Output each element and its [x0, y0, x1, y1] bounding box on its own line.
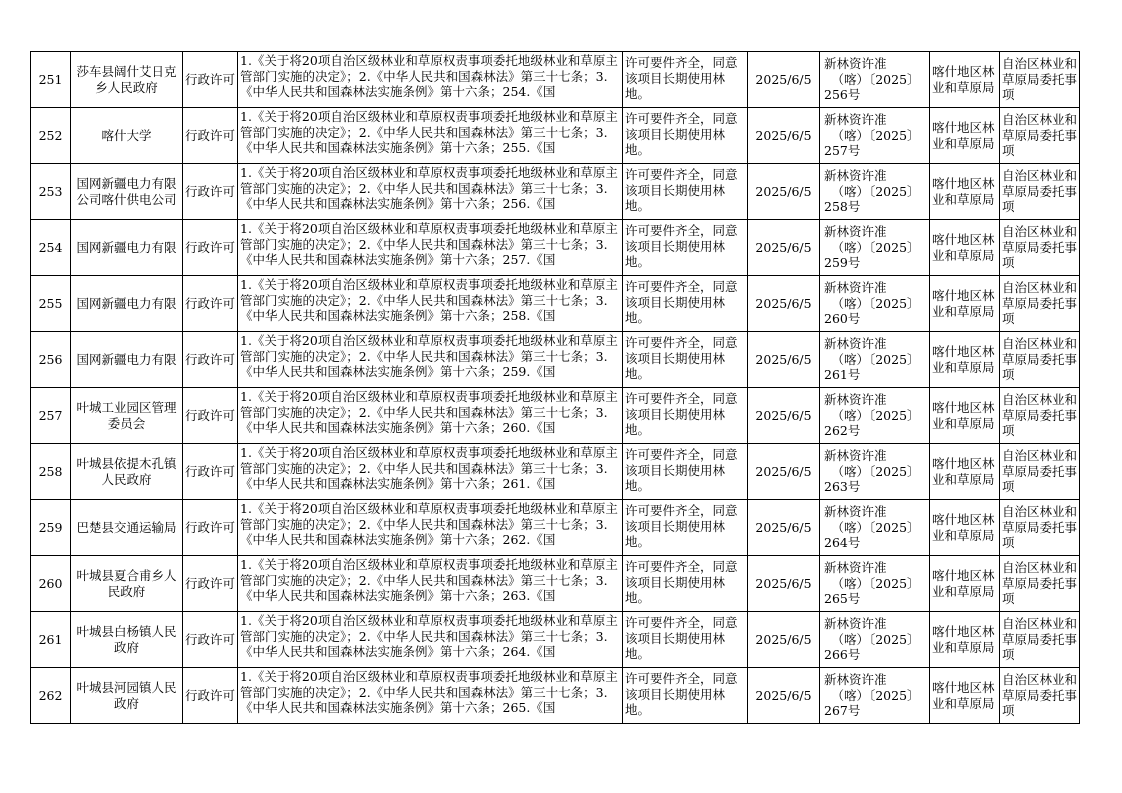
permit-table — [30, 51, 1080, 724]
issuing-authority: 喀什地区林业和草原局 — [930, 276, 1000, 332]
row-number: 251 — [31, 52, 71, 108]
table-row — [31, 276, 1080, 332]
table-row — [31, 444, 1080, 500]
legal-basis — [238, 612, 623, 668]
applicant-name: 叶城县夏合甫乡人民政府 — [71, 556, 183, 612]
row-number: 261 — [31, 612, 71, 668]
legal-basis-text: 1.《关于将20项自治区级林业和草原权责事项委托地级林业和草原主管部门实施的决定》；2.《中华人民共和国森林法》第三十七条；3.《中华人民共和国森林法实施条例》第十六条；261.《国 — [240, 445, 618, 491]
row-number: 259 — [31, 500, 71, 556]
decision-date: 2025/6/5 — [748, 276, 820, 332]
applicant-name: 叶城县河园镇人民政府 — [71, 668, 183, 724]
row-number: 257 — [31, 388, 71, 444]
document-number-year: （喀）〔2025〕 — [831, 687, 920, 703]
document-number — [820, 668, 930, 724]
legal-basis-text: 1.《关于将20项自治区级林业和草原权责事项委托地级林业和草原主管部门实施的决定》；2.《中华人民共和国森林法》第三十七条；3.《中华人民共和国森林法实施条例》第十六条；260.《国 — [240, 389, 618, 435]
legal-basis — [238, 556, 623, 612]
decision-content-text: 许可要件齐全，同意该项目长期使用林地。 — [625, 111, 738, 157]
issuing-authority: 喀什地区林业和草原局 — [930, 332, 1000, 388]
legal-basis — [238, 164, 623, 220]
table-row — [31, 52, 1080, 108]
document-number-year: （喀）〔2025〕 — [831, 575, 920, 591]
row-number: 254 — [31, 220, 71, 276]
applicant-name: 叶城县依提木孔镇人民政府 — [71, 444, 183, 500]
table-row — [31, 556, 1080, 612]
issuing-authority: 喀什地区林业和草原局 — [930, 164, 1000, 220]
applicant-name: 叶城工业园区管理委员会 — [71, 388, 183, 444]
decision-date: 2025/6/5 — [748, 332, 820, 388]
decision-content — [623, 276, 748, 332]
document-number-serial: 258号 — [824, 199, 861, 215]
decision-content-text: 许可要件齐全，同意该项目长期使用林地。 — [625, 335, 738, 381]
legal-basis-text: 1.《关于将20项自治区级林业和草原权责事项委托地级林业和草原主管部门实施的决定》；2.《中华人民共和国森林法》第三十七条；3.《中华人民共和国森林法实施条例》第十六条；262.《国 — [240, 501, 618, 547]
document-number-prefix: 新林资许准 — [824, 504, 887, 520]
table-row — [31, 108, 1080, 164]
issuing-authority: 喀什地区林业和草原局 — [930, 612, 1000, 668]
decision-date: 2025/6/5 — [748, 444, 820, 500]
row-number: 260 — [31, 556, 71, 612]
document-number-prefix: 新林资许准 — [824, 336, 887, 352]
document-number-serial: 259号 — [824, 255, 861, 271]
document-number-year: （喀）〔2025〕 — [831, 295, 920, 311]
applicant-name: 巴楚县交通运输局 — [71, 500, 183, 556]
permit-type: 行政许可 — [183, 108, 238, 164]
issuing-authority: 喀什地区林业和草原局 — [930, 52, 1000, 108]
legal-basis — [238, 276, 623, 332]
row-number: 255 — [31, 276, 71, 332]
legal-basis — [238, 500, 623, 556]
issuing-authority: 喀什地区林业和草原局 — [930, 500, 1000, 556]
legal-basis-text: 1.《关于将20项自治区级林业和草原权责事项委托地级林业和草原主管部门实施的决定》；2.《中华人民共和国森林法》第三十七条；3.《中华人民共和国森林法实施条例》第十六条；264.《国 — [240, 613, 618, 659]
issuing-authority: 喀什地区林业和草原局 — [930, 388, 1000, 444]
legal-basis-text: 1.《关于将20项自治区级林业和草原权责事项委托地级林业和草原主管部门实施的决定》；2.《中华人民共和国森林法》第三十七条；3.《中华人民共和国森林法实施条例》第十六条；265.《国 — [240, 669, 618, 715]
document-number-serial: 256号 — [824, 87, 861, 103]
document-number — [820, 612, 930, 668]
remarks: 自治区林业和草原局委托事项 — [1000, 164, 1080, 220]
document-number-prefix: 新林资许准 — [824, 112, 887, 128]
applicant-name: 叶城县白杨镇人民政府 — [71, 612, 183, 668]
decision-content-text: 许可要件齐全，同意该项目长期使用林地。 — [625, 55, 738, 101]
legal-basis-text: 1.《关于将20项自治区级林业和草原权责事项委托地级林业和草原主管部门实施的决定》；2.《中华人民共和国森林法》第三十七条；3.《中华人民共和国森林法实施条例》第十六条；263.《国 — [240, 557, 618, 603]
permit-type: 行政许可 — [183, 444, 238, 500]
applicant-name: 喀什大学 — [71, 108, 183, 164]
legal-basis-text: 1.《关于将20项自治区级林业和草原权责事项委托地级林业和草原主管部门实施的决定》；2.《中华人民共和国森林法》第三十七条；3.《中华人民共和国森林法实施条例》第十六条；257.《国 — [240, 221, 618, 267]
decision-content-text: 许可要件齐全，同意该项目长期使用林地。 — [625, 503, 738, 549]
decision-date: 2025/6/5 — [748, 668, 820, 724]
row-number: 262 — [31, 668, 71, 724]
applicant-name: 国网新疆电力有限 — [71, 276, 183, 332]
document-number — [820, 444, 930, 500]
table-row — [31, 164, 1080, 220]
permit-type: 行政许可 — [183, 52, 238, 108]
decision-date: 2025/6/5 — [748, 388, 820, 444]
decision-content-text: 许可要件齐全，同意该项目长期使用林地。 — [625, 391, 738, 437]
row-number: 258 — [31, 444, 71, 500]
legal-basis — [238, 332, 623, 388]
document-number-year: （喀）〔2025〕 — [831, 351, 920, 367]
document-number — [820, 220, 930, 276]
document-number-prefix: 新林资许准 — [824, 168, 887, 184]
decision-content — [623, 164, 748, 220]
issuing-authority: 喀什地区林业和草原局 — [930, 220, 1000, 276]
permit-type: 行政许可 — [183, 332, 238, 388]
remarks: 自治区林业和草原局委托事项 — [1000, 500, 1080, 556]
decision-date: 2025/6/5 — [748, 556, 820, 612]
legal-basis — [238, 52, 623, 108]
permit-type: 行政许可 — [183, 556, 238, 612]
document-number-year: （喀）〔2025〕 — [831, 127, 920, 143]
permit-type: 行政许可 — [183, 164, 238, 220]
permit-type: 行政许可 — [183, 668, 238, 724]
remarks: 自治区林业和草原局委托事项 — [1000, 668, 1080, 724]
decision-date: 2025/6/5 — [748, 500, 820, 556]
applicant-name: 国网新疆电力有限 — [71, 332, 183, 388]
decision-date: 2025/6/5 — [748, 164, 820, 220]
permit-table-body — [31, 52, 1080, 724]
document-number — [820, 388, 930, 444]
remarks: 自治区林业和草原局委托事项 — [1000, 276, 1080, 332]
permit-type: 行政许可 — [183, 612, 238, 668]
decision-content — [623, 612, 748, 668]
remarks: 自治区林业和草原局委托事项 — [1000, 108, 1080, 164]
decision-content — [623, 668, 748, 724]
permit-type: 行政许可 — [183, 388, 238, 444]
document-number-year: （喀）〔2025〕 — [831, 183, 920, 199]
document-number-prefix: 新林资许准 — [824, 672, 887, 688]
document-number-year: （喀）〔2025〕 — [831, 463, 920, 479]
permit-type: 行政许可 — [183, 220, 238, 276]
document-number-serial: 262号 — [824, 423, 861, 439]
decision-date: 2025/6/5 — [748, 612, 820, 668]
document-number — [820, 276, 930, 332]
decision-content — [623, 500, 748, 556]
document-number-year: （喀）〔2025〕 — [831, 71, 920, 87]
decision-content-text: 许可要件齐全，同意该项目长期使用林地。 — [625, 167, 738, 213]
legal-basis-text: 1.《关于将20项自治区级林业和草原权责事项委托地级林业和草原主管部门实施的决定》；2.《中华人民共和国森林法》第三十七条；3.《中华人民共和国森林法实施条例》第十六条；256.《国 — [240, 165, 618, 211]
issuing-authority: 喀什地区林业和草原局 — [930, 444, 1000, 500]
remarks: 自治区林业和草原局委托事项 — [1000, 612, 1080, 668]
decision-content — [623, 332, 748, 388]
decision-content — [623, 388, 748, 444]
remarks: 自治区林业和草原局委托事项 — [1000, 388, 1080, 444]
decision-content — [623, 52, 748, 108]
document-number-serial: 263号 — [824, 479, 861, 495]
legal-basis — [238, 108, 623, 164]
document-number — [820, 332, 930, 388]
issuing-authority: 喀什地区林业和草原局 — [930, 668, 1000, 724]
document-number — [820, 556, 930, 612]
document-number-serial: 261号 — [824, 367, 861, 383]
legal-basis-text: 1.《关于将20项自治区级林业和草原权责事项委托地级林业和草原主管部门实施的决定》；2.《中华人民共和国森林法》第三十七条；3.《中华人民共和国森林法实施条例》第十六条；255.《国 — [240, 109, 618, 155]
legal-basis — [238, 444, 623, 500]
document-number-year: （喀）〔2025〕 — [831, 407, 920, 423]
decision-content — [623, 556, 748, 612]
document-number-year: （喀）〔2025〕 — [831, 239, 920, 255]
issuing-authority: 喀什地区林业和草原局 — [930, 556, 1000, 612]
document-number-serial: 257号 — [824, 143, 861, 159]
table-row — [31, 332, 1080, 388]
table-row — [31, 220, 1080, 276]
table-row — [31, 388, 1080, 444]
decision-content-text: 许可要件齐全，同意该项目长期使用林地。 — [625, 559, 738, 605]
document-number-prefix: 新林资许准 — [824, 392, 887, 408]
decision-content — [623, 220, 748, 276]
remarks: 自治区林业和草原局委托事项 — [1000, 52, 1080, 108]
document-number — [820, 164, 930, 220]
decision-content-text: 许可要件齐全，同意该项目长期使用林地。 — [625, 279, 738, 325]
decision-content-text: 许可要件齐全，同意该项目长期使用林地。 — [625, 615, 738, 661]
document-number-serial: 265号 — [824, 591, 861, 607]
row-number: 252 — [31, 108, 71, 164]
remarks: 自治区林业和草原局委托事项 — [1000, 444, 1080, 500]
decision-content-text: 许可要件齐全，同意该项目长期使用林地。 — [625, 447, 738, 493]
decision-date: 2025/6/5 — [748, 108, 820, 164]
remarks: 自治区林业和草原局委托事项 — [1000, 556, 1080, 612]
document-number-prefix: 新林资许准 — [824, 560, 887, 576]
decision-content — [623, 444, 748, 500]
applicant-name: 国网新疆电力有限公司喀什供电公司 — [71, 164, 183, 220]
legal-basis — [238, 668, 623, 724]
table-row — [31, 500, 1080, 556]
document-number — [820, 500, 930, 556]
decision-date: 2025/6/5 — [748, 220, 820, 276]
document-number-serial: 260号 — [824, 311, 861, 327]
table-row — [31, 612, 1080, 668]
decision-content-text: 许可要件齐全，同意该项目长期使用林地。 — [625, 671, 738, 717]
document-number-prefix: 新林资许准 — [824, 280, 887, 296]
legal-basis — [238, 388, 623, 444]
issuing-authority: 喀什地区林业和草原局 — [930, 108, 1000, 164]
document-number-prefix: 新林资许准 — [824, 56, 887, 72]
document-number-year: （喀）〔2025〕 — [831, 631, 920, 647]
document-number — [820, 52, 930, 108]
legal-basis-text: 1.《关于将20项自治区级林业和草原权责事项委托地级林业和草原主管部门实施的决定》；2.《中华人民共和国森林法》第三十七条；3.《中华人民共和国森林法实施条例》第十六条；254.《国 — [240, 53, 618, 99]
decision-date: 2025/6/5 — [748, 52, 820, 108]
decision-content-text: 许可要件齐全，同意该项目长期使用林地。 — [625, 223, 738, 269]
legal-basis-text: 1.《关于将20项自治区级林业和草原权责事项委托地级林业和草原主管部门实施的决定》；2.《中华人民共和国森林法》第三十七条；3.《中华人民共和国森林法实施条例》第十六条；259.《国 — [240, 333, 618, 379]
document-number-serial: 267号 — [824, 703, 861, 719]
remarks: 自治区林业和草原局委托事项 — [1000, 220, 1080, 276]
legal-basis-text: 1.《关于将20项自治区级林业和草原权责事项委托地级林业和草原主管部门实施的决定》；2.《中华人民共和国森林法》第三十七条；3.《中华人民共和国森林法实施条例》第十六条；258.《国 — [240, 277, 618, 323]
remarks: 自治区林业和草原局委托事项 — [1000, 332, 1080, 388]
legal-basis — [238, 220, 623, 276]
permit-type: 行政许可 — [183, 500, 238, 556]
document-number-serial: 264号 — [824, 535, 861, 551]
document-number-prefix: 新林资许准 — [824, 616, 887, 632]
permit-type: 行政许可 — [183, 276, 238, 332]
document-number-prefix: 新林资许准 — [824, 448, 887, 464]
applicant-name: 国网新疆电力有限 — [71, 220, 183, 276]
document-number-serial: 266号 — [824, 647, 861, 663]
table-row — [31, 668, 1080, 724]
document-number-prefix: 新林资许准 — [824, 224, 887, 240]
document-number-year: （喀）〔2025〕 — [831, 519, 920, 535]
applicant-name: 莎车县阔什艾日克乡人民政府 — [71, 52, 183, 108]
decision-content — [623, 108, 748, 164]
row-number: 253 — [31, 164, 71, 220]
row-number: 256 — [31, 332, 71, 388]
document-number — [820, 108, 930, 164]
